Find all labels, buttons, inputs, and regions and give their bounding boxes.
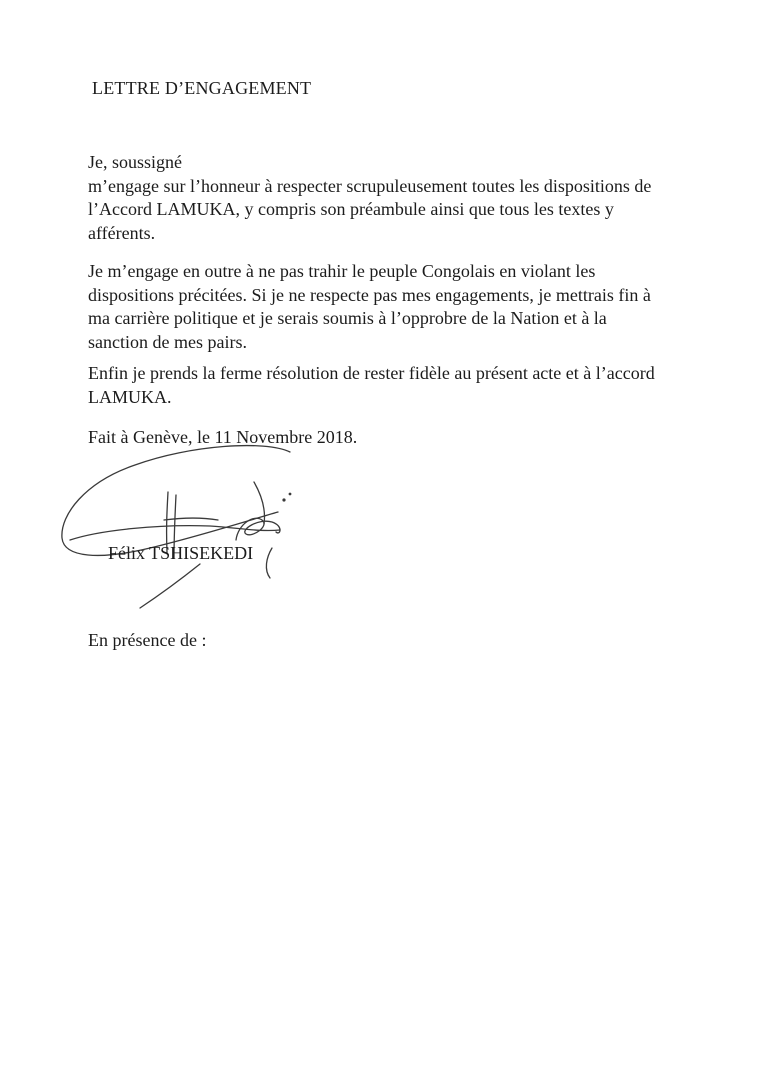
signature-vertical-stroke [164,518,218,520]
paragraph-undertaking [88,151,688,245]
paragraph-line: l’Accord LAMUKA, y compris son préambule ainsi que tous les textes y [88,199,614,219]
paragraph-line: Je m’engage en outre à ne pas trahir le peuple Congolais en violant les [88,261,596,281]
signature-scribble-stroke [266,548,272,578]
signature-dot [289,493,292,496]
paragraph-line: Enfin je prends la ferme résolution de rester fidèle au présent acte et à l’accord [88,363,655,383]
place-date-line: Fait à Genève, le 11 Novembre 2018. [88,427,358,447]
paragraph-line: dispositions précitées. Si je ne respecte pas mes engagements, je mettrais fin à [88,284,651,305]
paragraph-line: sanction de mes pairs. [88,331,247,352]
paragraph-resolution [88,362,688,409]
handwritten-signature [40,440,310,615]
paragraph-line: m’engage sur l’honneur à respecter scrupuleusement toutes les dispositions de [88,175,652,196]
paragraph-line: ma carrière politique et je serais soumis à l’opprobre de la Nation et à la [88,308,607,328]
presence-label: En présence de : [88,630,207,650]
paragraph-line: LAMUKA. [88,386,172,407]
paragraph-line: Je, soussigné [88,152,182,172]
paragraph-commitment [88,260,688,354]
signature-tail-stroke [140,564,200,608]
paragraph-line: afférents. [88,222,156,243]
signature-dot [282,498,285,501]
letter-title: LETTRE D’ENGAGEMENT [92,78,312,98]
signer-name: Félix TSHISEKEDI [108,543,254,563]
